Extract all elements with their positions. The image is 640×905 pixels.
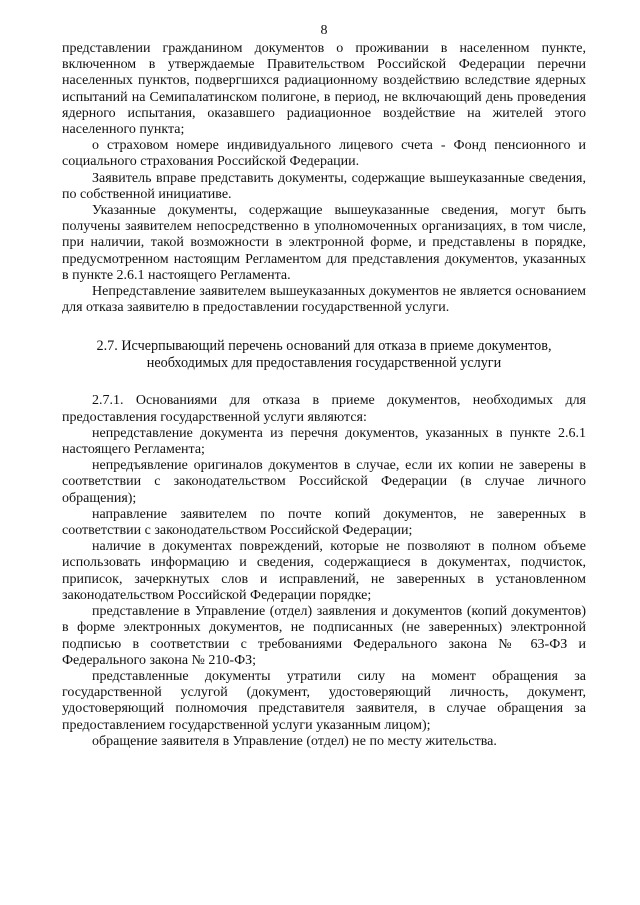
list-item-ground-originals: непредъявление оригиналов документов в случае, если их копии не заверены в соответствии с законодательством Российской Федерации (в случае личного обращения); — [62, 458, 586, 506]
section-title-line-2: необходимых для предоставления государственной услуги — [146, 354, 502, 371]
list-item-ground-missing-document: непредставление документа из перечня документов, указанных в пункте 2.6.1 настоящего Регламента; — [62, 425, 586, 458]
paragraph-grounds-intro: 2.7.1. Основаниями для отказа в приеме документов, необходимых для предоставления государственной услуги являются: — [62, 393, 586, 425]
paragraph-obtained-directly: Указанные документы, содержащие вышеуказанные сведения, могут быть получены заявителем непосредственно в уполномоченных организациях, в том числе, при наличии, такой возможности в электронной форме, и представлены в порядке, предусмотренном настоящим Регламентом для представления документов, указанных в пункте 2.6.1 настоящего Регламента. — [62, 203, 586, 283]
section-title — [62, 338, 586, 371]
section-title-line-1: 2.7. Исчерпывающий перечень оснований для отказа в приеме документов, — [96, 338, 552, 355]
list-item-ground-expired-documents: представленные документы утратили силу на момент обращения за государственной услугой (документ, удостоверяющий личность, документ, удостоверяющий полномочия представителя заявителя, в случае обращения за предоставлением государственной услуги указанным лицом); — [62, 668, 586, 733]
document-page — [62, 22, 586, 750]
list-item-ground-unsigned-electronic: представление в Управление (отдел) заявления и документов (копий документов) в форме электронных документов, не подписанных (не заверенных) электронной подписью в соответствии с требованиями Федерального закона № 63-ФЗ и Федерального закона № 210-ФЗ; — [62, 604, 586, 668]
list-item-ground-wrong-residence: обращение заявителя в Управление (отдел) не по месту жительства. — [92, 733, 497, 749]
list-item-ground-damaged-documents: наличие в документах повреждений, которые не позволяют в полном объеме использовать информацию и сведения, содержащиеся в документах, подчисток, приписок, зачеркнутых слов и исправлений, не заверенных в установленном законодательством Российской Федерации порядке; — [62, 539, 586, 603]
paragraph-continuation: представлении гражданином документов о проживании в населенном пункте, включенном в утверждаемые Правительством Российской Федерации перечни населенных пунктов, подвергшихся радиационному воздействию вследствие ядерных испытаний на Семипалатинском полигоне, в период, не включающий день проведения ядерного испытания, оказавшего радиационное воздействие на жителей этого населенного пункта; — [62, 41, 586, 138]
page-number: 8 — [320, 23, 328, 38]
list-item-ground-mail-copies: направление заявителем по почте копий документов, не заверенных в соответствии с законодательством Российской Федерации; — [62, 506, 586, 539]
paragraph-own-initiative: Заявитель вправе представить документы, содержащие вышеуказанные сведения, по собственной инициативе. — [62, 170, 586, 202]
paragraph-non-submission: Непредставление заявителем вышеуказанных документов не является основанием для отказа заявителю в предоставлении государственной услуги. — [62, 284, 586, 316]
paragraph-insurance-number: о страховом номере индивидуального лицевого счета - Фонд пенсионного и социального страхования Российской Федерации. — [62, 138, 586, 170]
